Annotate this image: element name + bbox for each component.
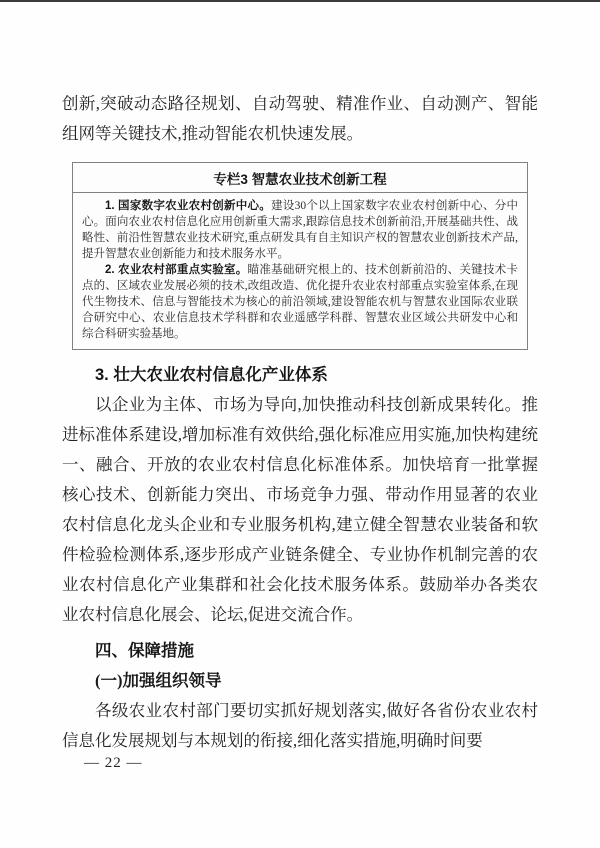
paragraph-continuation: 创新,突破动态路径规划、自动驾驶、精准作业、自动测产、智能组网等关键技术,推动智能农机快速发展。 — [62, 94, 538, 143]
section-4-paragraph: 各级农业农村部门要切实抓好规划落实,做好各省份农业农村信息化发展规划与本规划的衔接,细化落实措施,明确时间要 — [62, 701, 538, 750]
section-4-heading: 四、保障措施 — [95, 642, 194, 660]
section-3-heading: 3. 壮大农业农村信息化产业体系 — [95, 366, 328, 384]
feature-box-item-2-text: 瞄准基础研究根上的、技术创新前沿的、关键技术卡点的、区域农业发展必须的技术,改组改造、优化提升农业农村部重点实验室体系,在现代生物技术、信息与智能技术为核心的前沿领域,建设智能农机与智慧农业国际农业联合研究中心、农业信息技术学科群和农业遥感学科群、智慧农业区域公共研发中心和综合科研实验基地。 — [82, 264, 518, 340]
feature-box-item-1 — [82, 198, 518, 262]
feature-box-body — [73, 193, 527, 349]
page-number: — 22 — — [84, 755, 143, 771]
feature-box-item-2-label: 2. 农业农村部重点实验室。 — [105, 264, 248, 276]
section-3-paragraph: 以企业为主体、市场为导向,加快推动科技创新成果转化。推进标准体系建设,增加标准有效供给,强化标准应用实施,加快构建统一、融合、开放的农业农村信息化标准体系。加快培育一批掌握核心技术、创新能力突出、市场竞争力强、带动作用显著的农业农村信息化龙头企业和专业服务机构,建立健全智慧农业装备和软件检验检测体系,逐步形成产业链条健全、专业协作机制完善的农业农村信息化产业集群和社会化技术服务体系。鼓励举办各类农业农村信息化展会、论坛,促进交流合作。 — [62, 395, 538, 624]
feature-box-item-2 — [82, 262, 518, 342]
feature-box-item-1-label: 1. 国家数字农业农村创新中心。 — [105, 200, 272, 212]
feature-box-title: 专栏3 智慧农业技术创新工程 — [73, 163, 527, 193]
section-4-subsection-1-heading: (一)加强组织领导 — [95, 671, 222, 690]
feature-box-item-1-text: 建设30个以上国家数字农业农村创新中心、分中心。面向农业农村信息化应用创新重大需求,跟踪信息技术创新前沿,开展基础共性、战略性、前沿性智慧农业技术研究,重点研发具有自主知识产权的智慧农业创新技术产品,提升智慧农业创新能力和技术服务水平。 — [82, 200, 518, 260]
feature-box — [72, 162, 528, 350]
